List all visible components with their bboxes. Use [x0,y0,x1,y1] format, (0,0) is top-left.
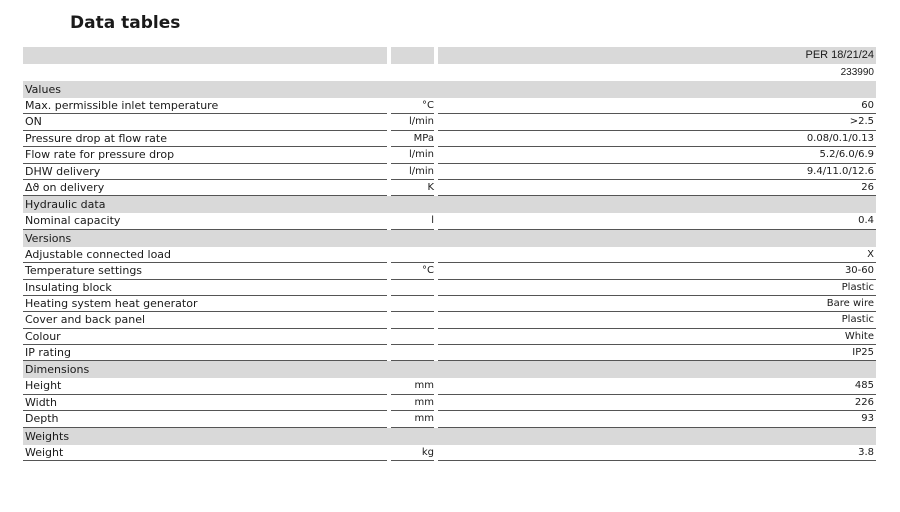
row-label: IP rating [23,345,387,361]
table-row [23,378,876,394]
row-label: Temperature settings [23,263,387,279]
row-label: Pressure drop at flow rate [23,131,387,147]
table-row [23,131,876,147]
row-label: Adjustable connected load [23,247,387,263]
row-label: Flow rate for pressure drop [23,147,387,163]
row-unit [391,345,434,361]
row-label: Weight [23,445,387,461]
row-label: Height [23,378,387,394]
section-heading: Hydraulic data [23,196,876,213]
row-value: White [438,329,876,345]
table-row [23,247,876,263]
table-row [23,280,876,296]
table-row [23,312,876,328]
row-label: Depth [23,411,387,427]
row-value: 5.2/6.0/6.9 [438,147,876,163]
table-row [23,98,876,114]
model-name: PER 18/21/24 [438,47,876,64]
table-row [23,395,876,411]
section-heading: Values [23,81,876,98]
row-label: Max. permissible inlet temperature [23,98,387,114]
row-unit: °C [391,98,434,114]
row-unit: mm [391,411,434,427]
row-label: Δϑ on delivery [23,180,387,196]
row-label: Heating system heat generator [23,296,387,312]
section-heading: Weights [23,428,876,445]
row-unit: kg [391,445,434,461]
model-code: 233990 [840,67,874,78]
table-row [23,164,876,180]
row-unit: l/min [391,147,434,163]
row-label: Colour [23,329,387,345]
table-row [23,296,876,312]
row-label: Insulating block [23,280,387,296]
row-value: IP25 [438,345,876,361]
table-row [23,445,876,461]
header-blank-label [23,47,387,64]
row-value: 485 [438,378,876,394]
table-row [23,263,876,279]
row-label: Width [23,395,387,411]
row-unit: l [391,213,434,229]
row-unit: mm [391,378,434,394]
page-title: Data tables [70,13,181,33]
row-value: Plastic [438,280,876,296]
row-unit [391,329,434,345]
row-label: DHW delivery [23,164,387,180]
row-unit: MPa [391,131,434,147]
row-value: Bare wire [438,296,876,312]
row-label: Cover and back panel [23,312,387,328]
row-label: ON [23,114,387,130]
row-value: 26 [438,180,876,196]
table-row [23,114,876,130]
row-unit: °C [391,263,434,279]
section-heading: Dimensions [23,361,876,378]
table-row [23,147,876,163]
row-value: 30-60 [438,263,876,279]
table-row [23,180,876,196]
table-row [23,213,876,229]
row-value: X [438,247,876,263]
table-row [23,329,876,345]
table-header [23,47,876,64]
row-value: Plastic [438,312,876,328]
row-unit: l/min [391,164,434,180]
row-value: 0.4 [438,213,876,229]
row-value: >2.5 [438,114,876,130]
table-row [23,345,876,361]
data-table [23,47,876,461]
row-label: Nominal capacity [23,213,387,229]
row-unit: l/min [391,114,434,130]
row-value: 0.08/0.1/0.13 [438,131,876,147]
section-heading: Versions [23,230,876,247]
row-unit [391,280,434,296]
table-body [23,81,876,461]
row-unit [391,296,434,312]
row-unit [391,312,434,328]
row-unit: mm [391,395,434,411]
row-unit [391,247,434,263]
row-unit: K [391,180,434,196]
row-value: 93 [438,411,876,427]
row-value: 3.8 [438,445,876,461]
row-value: 226 [438,395,876,411]
table-row [23,411,876,427]
header-blank-unit [391,47,434,64]
row-value: 60 [438,98,876,114]
row-value: 9.4/11.0/12.6 [438,164,876,180]
